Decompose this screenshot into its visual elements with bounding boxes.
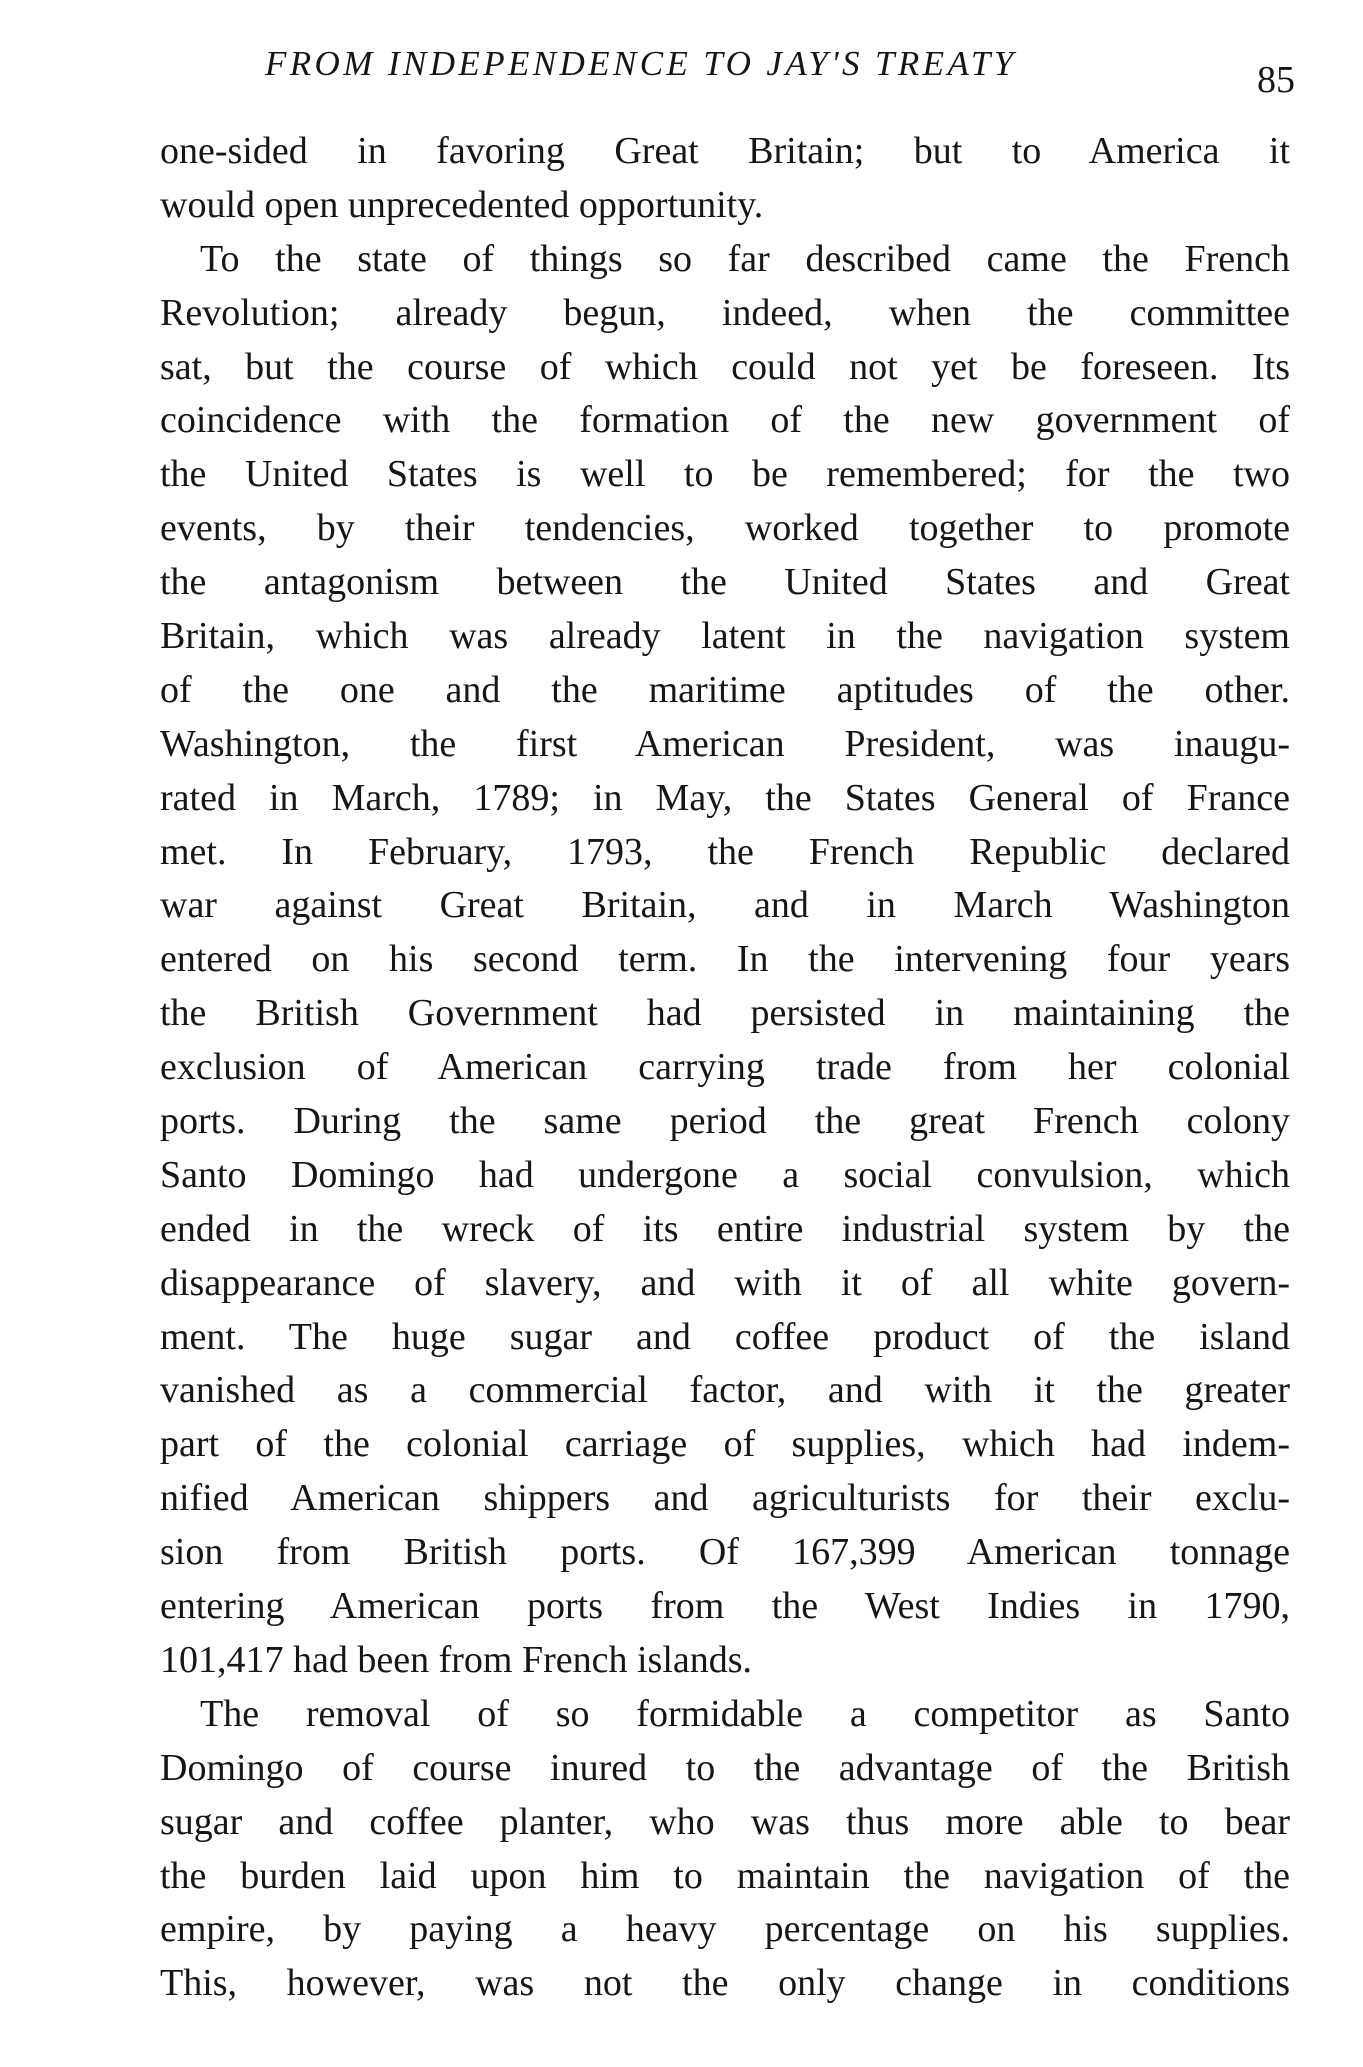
text-line: 101,417 had been from French islands. — [160, 1638, 753, 1681]
running-title: FROM INDEPENDENCE TO JAY'S TREATY — [265, 44, 1017, 83]
text-line: ended in the wreck of its entire industrial system by the — [160, 1207, 1290, 1250]
body-text — [160, 125, 1290, 2011]
text-line: sion from British ports. Of 167,399 American tonnage — [160, 1531, 1290, 1574]
text-line: the antagonism between the United States and Great — [160, 561, 1290, 604]
text-line: would open unprecedented opportunity. — [160, 183, 764, 226]
text-line: Domingo of course inured to the advantage of the British — [160, 1746, 1290, 1789]
text-line: part of the colonial carriage of supplies, which had indem- — [160, 1423, 1290, 1466]
text-line: war against Great Britain, and in March Washington — [160, 884, 1290, 927]
text-line: the British Government had persisted in maintaining the — [160, 992, 1290, 1035]
text-line: coincidence with the formation of the new government of — [160, 399, 1290, 442]
text-line: entering American ports from the West Indies in 1790, — [160, 1585, 1290, 1628]
text-line: ment. The huge sugar and coffee product of the island — [160, 1315, 1290, 1358]
text-line: empire, by paying a heavy percentage on his supplies. — [160, 1908, 1290, 1951]
text-line: entered on his second term. In the intervening four years — [160, 938, 1290, 981]
text-line: Revolution; already begun, indeed, when the committee — [160, 291, 1290, 334]
text-line: Britain, which was already latent in the navigation system — [160, 615, 1290, 658]
text-line: of the one and the maritime aptitudes of the other. — [160, 668, 1290, 711]
text-line: sat, but the course of which could not yet be foreseen. Its — [160, 345, 1290, 388]
text-line: sugar and coffee planter, who was thus more able to bear — [160, 1800, 1290, 1843]
text-line: one-sided in favoring Great Britain; but to America it — [160, 130, 1290, 172]
page-number: 85 — [1257, 59, 1295, 101]
paragraph-3 — [160, 1688, 1290, 2011]
text-line: the United States is well to be remembered; for the two — [160, 453, 1290, 496]
text-line: This, however, was not the only change in conditions — [160, 1962, 1290, 2005]
text-line: ports. During the same period the great French colony — [160, 1100, 1290, 1143]
text-line: To the state of things so far described came the French — [200, 237, 1290, 280]
text-line: Washington, the first American President, was inaugu- — [160, 722, 1290, 765]
paragraph-2 — [160, 233, 1290, 1688]
text-line: rated in March, 1789; in May, the States General of France — [160, 776, 1290, 819]
text-line: The removal of so formidable a competitor as Santo — [200, 1692, 1290, 1735]
text-line: vanished as a commercial factor, and with it the greater — [160, 1369, 1290, 1412]
text-line: met. In February, 1793, the French Republic declared — [160, 830, 1290, 873]
text-line: nified American shippers and agriculturists for their exclu- — [160, 1477, 1290, 1520]
text-line: events, by their tendencies, worked together to promote — [160, 507, 1290, 550]
running-head — [265, 44, 1295, 104]
text-line: the burden laid upon him to maintain the navigation of the — [160, 1854, 1290, 1897]
text-line: exclusion of American carrying trade from her colonial — [160, 1046, 1290, 1089]
text-line: Santo Domingo had undergone a social convulsion, which — [160, 1153, 1290, 1196]
text-line: disappearance of slavery, and with it of all white govern- — [160, 1261, 1290, 1304]
paragraph-1 — [160, 125, 1290, 233]
